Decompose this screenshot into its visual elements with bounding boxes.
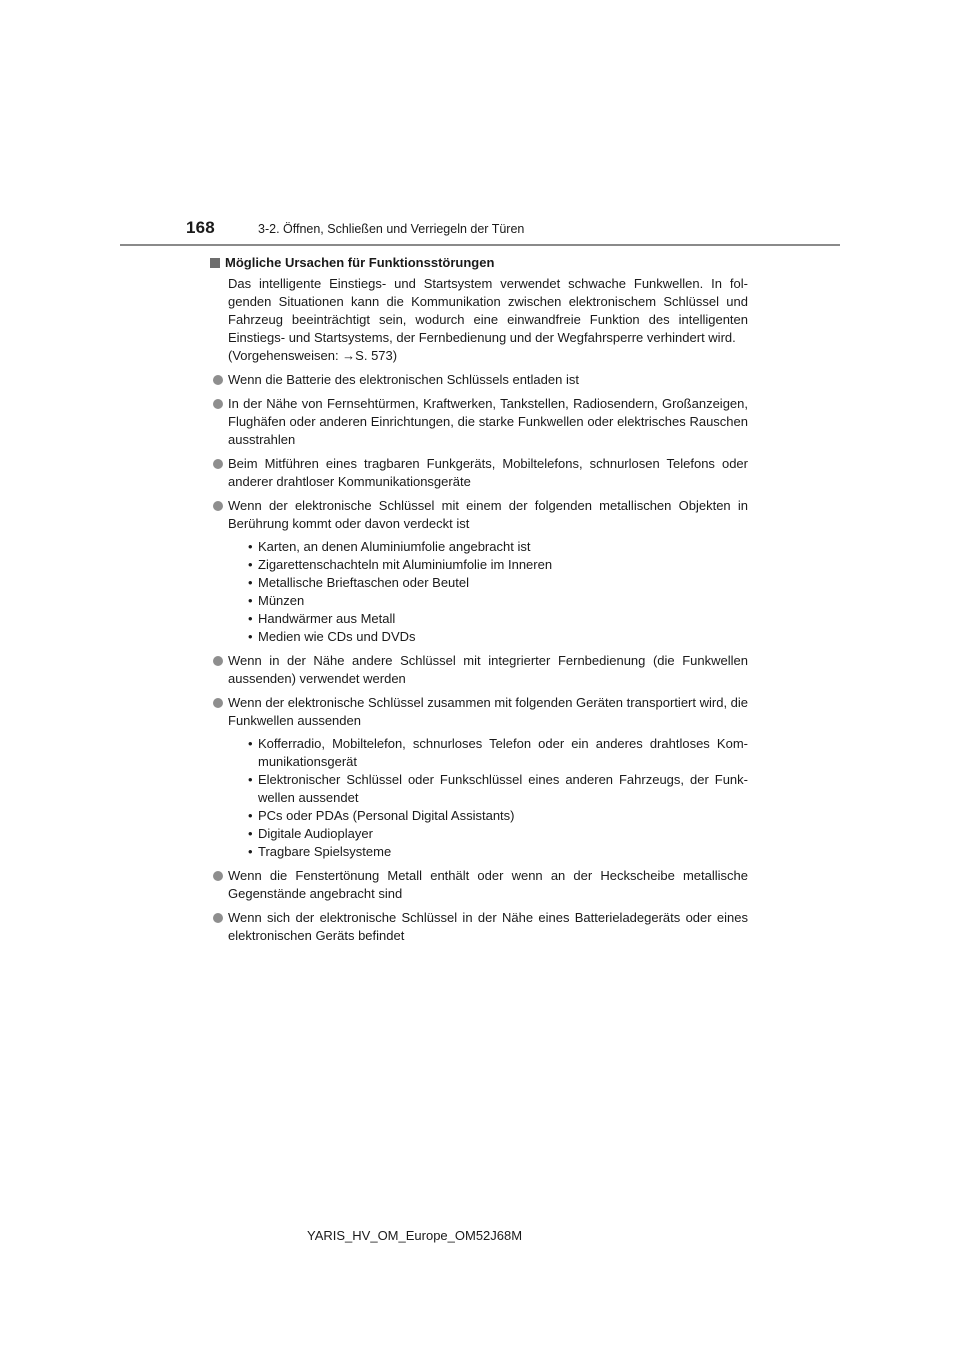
reference-link[interactable]: (Vorgehensweisen: →S. 573) xyxy=(228,348,398,363)
sub-list-text: Kofferradio, Mobiltelefon, schnurloses Telefon oder ein anderes drahtloses Kommunikationsgerät xyxy=(258,736,748,769)
bullet-item xyxy=(210,867,748,903)
sub-list xyxy=(246,538,748,646)
sub-list-item xyxy=(246,807,748,825)
bullet-text: Wenn der elektronische Schlüssel mit einem der folgenden metallischen Objekten in Berührung kommt oder davon verdeckt ist xyxy=(228,498,748,531)
sub-list-item xyxy=(246,825,748,843)
bullet-text: Wenn sich der elektronische Schlüssel in der Nähe eines Batterieladegeräts oder eines elektronischen Geräts befindet xyxy=(228,910,748,943)
dot-bullet-icon: • xyxy=(248,808,253,823)
square-bullet-icon xyxy=(210,258,220,268)
bullet-text: Wenn die Batterie des elektronischen Schlüssels entladen ist xyxy=(228,372,579,387)
bullet-item xyxy=(210,652,748,688)
page-content xyxy=(210,254,748,945)
bullet-item xyxy=(210,395,748,449)
sub-list-item xyxy=(246,592,748,610)
circle-bullet-icon xyxy=(213,501,223,511)
dot-bullet-icon: • xyxy=(248,629,253,644)
sub-list-text: Metallische Brieftaschen oder Beutel xyxy=(258,575,470,590)
sub-list-item xyxy=(246,628,748,646)
sub-list-item xyxy=(246,735,748,771)
bullet-text: Beim Mitführen eines tragbaren Funkgeräts, Mobiltelefons, schnurlosen Telefons oder anderer drahtloser Kommunikationsgeräte xyxy=(228,456,748,489)
intro-block xyxy=(228,275,748,365)
bullet-item xyxy=(210,371,748,389)
footer-code: YARIS_HV_OM_Europe_OM52J68M xyxy=(307,1228,523,1243)
intro-paragraph: Das intelligente Einstiegs- und Startsystem verwendet schwache Funkwellen. In folgenden Situationen kann die Kommunikation zwischen elektronischem Schlüssel und Fahrzeug beeinträchtigt sein, wodurch eine einwandfreie Funktion des intelligenten Einstiegs- und Startsystems, der Fernbedienung und der Wegfahrsperre verhindert wird. xyxy=(228,276,748,345)
sub-list xyxy=(246,735,748,861)
sub-list-text: Digitale Audioplayer xyxy=(258,826,373,841)
dot-bullet-icon: • xyxy=(248,557,253,572)
dot-bullet-icon: • xyxy=(248,539,253,554)
sub-list-text: Tragbare Spielsysteme xyxy=(258,844,392,859)
sub-list-item xyxy=(246,556,748,574)
sub-list-item xyxy=(246,610,748,628)
dot-bullet-icon: • xyxy=(248,611,253,626)
bullet-item xyxy=(210,694,748,861)
bullet-text: In der Nähe von Fernsehtürmen, Kraftwerken, Tankstellen, Radiosendern, Großanzeigen, Flughäfen oder anderen Einrichtungen, die starke Funkwellen oder elektrisches Rauschen ausstrahlen xyxy=(228,396,748,447)
dot-bullet-icon: • xyxy=(248,575,253,590)
circle-bullet-icon xyxy=(213,399,223,409)
sub-list-text: Münzen xyxy=(258,593,305,608)
sub-list-item xyxy=(246,771,748,807)
circle-bullet-icon xyxy=(213,459,223,469)
sub-list-item xyxy=(246,843,748,861)
bullet-item xyxy=(210,455,748,491)
sub-list-text: PCs oder PDAs (Personal Digital Assistants) xyxy=(258,808,515,823)
bullet-item xyxy=(210,909,748,945)
circle-bullet-icon xyxy=(213,913,223,923)
dot-bullet-icon: • xyxy=(248,736,253,751)
page-number: 168 xyxy=(186,218,215,237)
bullet-list xyxy=(210,371,748,945)
sub-list-text: Elektronischer Schlüssel oder Funkschlüssel eines anderen Fahrzeugs, der Funkwellen aussendet xyxy=(258,772,748,805)
dot-bullet-icon: • xyxy=(248,772,253,787)
section-heading xyxy=(210,254,748,272)
circle-bullet-icon xyxy=(213,698,223,708)
sub-list-item xyxy=(246,574,748,592)
circle-bullet-icon xyxy=(213,871,223,881)
bullet-item xyxy=(210,497,748,646)
dot-bullet-icon: • xyxy=(248,826,253,841)
sub-list-text: Zigarettenschachteln mit Aluminiumfolie im Inneren xyxy=(258,557,553,572)
section-heading-text: Mögliche Ursachen für Funktionsstörungen xyxy=(225,255,495,270)
dot-bullet-icon: • xyxy=(248,593,253,608)
chapter-title: 3-2. Öffnen, Schließen und Verriegeln der Türen xyxy=(258,222,525,236)
sub-list-item xyxy=(246,538,748,556)
circle-bullet-icon xyxy=(213,375,223,385)
header-rule xyxy=(120,244,840,246)
sub-list-text: Medien wie CDs und DVDs xyxy=(258,629,416,644)
circle-bullet-icon xyxy=(213,656,223,666)
sub-list-text: Karten, an denen Aluminiumfolie angebracht ist xyxy=(258,539,531,554)
bullet-text: Wenn der elektronische Schlüssel zusammen mit folgenden Geräten transportiert wird, die Funkwellen aussenden xyxy=(228,695,749,728)
bullet-text: Wenn in der Nähe andere Schlüssel mit integrierter Fernbedienung (die Funkwellen aussenden) verwendet werden xyxy=(228,653,748,686)
bullet-text: Wenn die Fenstertönung Metall enthält oder wenn an der Heckscheibe metallische Gegenstände angebracht sind xyxy=(228,868,748,901)
dot-bullet-icon: • xyxy=(248,844,253,859)
sub-list-text: Handwärmer aus Metall xyxy=(258,611,396,626)
